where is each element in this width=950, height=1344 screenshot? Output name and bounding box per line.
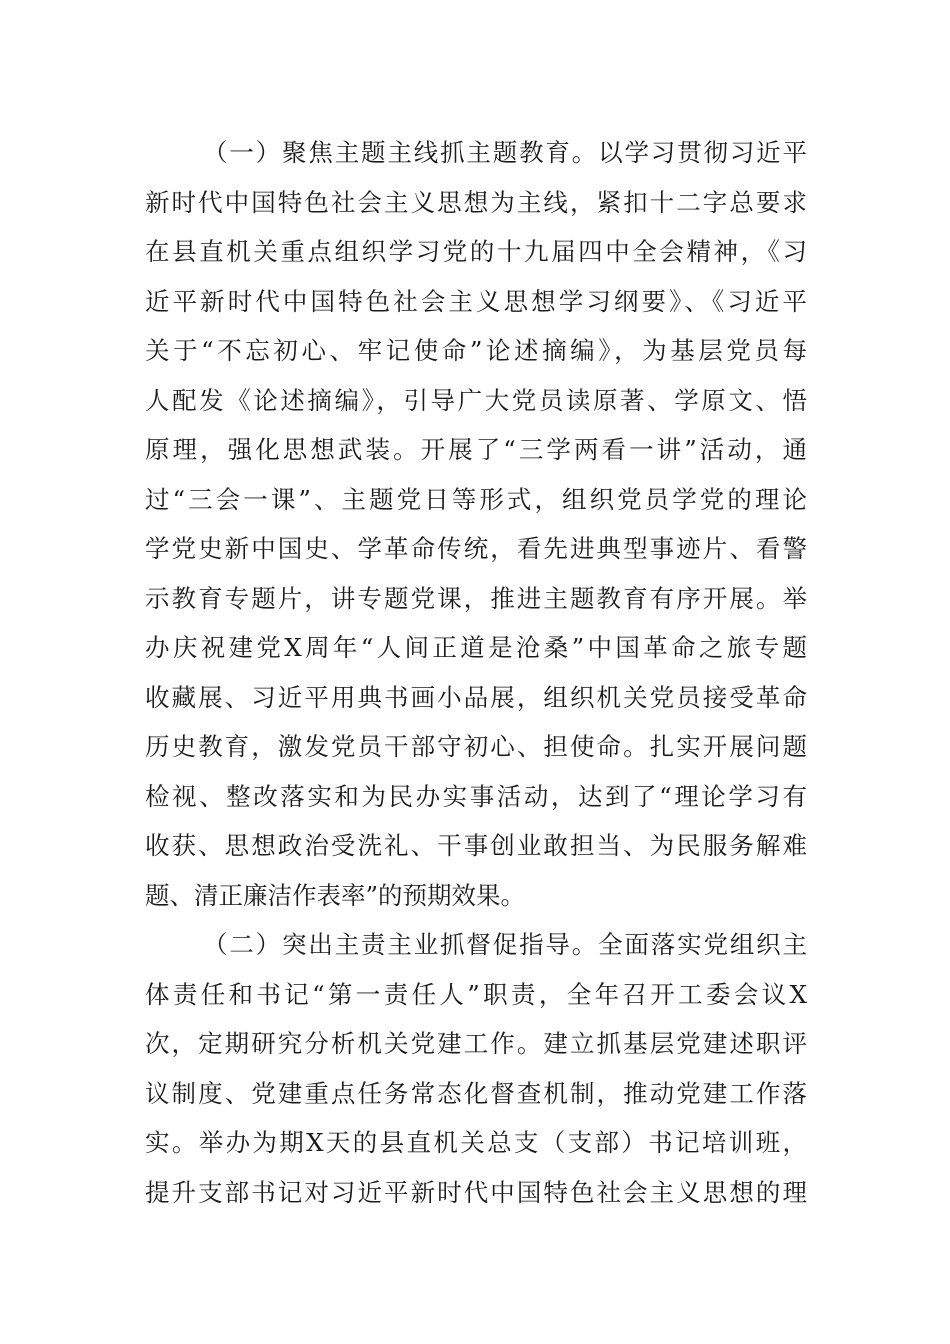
text-line: （一）聚焦主题主线抓主题教育。以学习贯彻习近平: [203, 138, 807, 167]
text-line: 关于“不忘初心、牢记使命”论述摘编》，为基层党员每: [145, 336, 807, 365]
text-line: 收藏展、习近平用典书画小品展，组织机关党员接受革命: [145, 682, 807, 712]
text-line: 议制度、党建重点任务常态化督查机制，推动党建工作落: [145, 1078, 807, 1108]
text-line: 题、清正廉洁作表率”的预期效果。: [145, 880, 526, 910]
text-line: 办庆祝建党X周年“人间正道是沧桑”中国革命之旅专题: [145, 633, 807, 662]
text-line: 历史教育，激发党员干部守初心、担使命。扎实开展问题: [145, 732, 807, 761]
paragraph-1: [145, 128, 807, 920]
document-body: [145, 128, 807, 1217]
paragraph-2: [145, 920, 807, 1217]
text-line: 学党史新中国史、学革命传统，看先进典型事迹片、看警: [145, 534, 807, 563]
text-line: 实。举办为期X天的县直机关总支（支部）书记培训班，: [145, 1128, 807, 1157]
text-line: 体责任和书记“第一责任人”职责，全年召开工委会议X: [145, 979, 807, 1009]
text-line: 过“三会一课”、主题党日等形式，组织党员学党的理论: [145, 484, 807, 514]
text-line: 提升支部书记对习近平新时代中国特色社会主义思想的理: [145, 1177, 807, 1207]
text-line: 检视、整改落实和为民办实事活动，达到了“理论学习有: [145, 781, 807, 811]
text-line: 收获、思想政治受洗礼、干事创业敢担当、为民服务解难: [145, 831, 807, 860]
text-line: 近平新时代中国特色社会主义思想学习纲要》、《习近平: [145, 286, 807, 316]
text-line: 原理，强化思想武装。开展了“三学两看一讲”活动，通: [145, 435, 807, 464]
text-line: 次，定期研究分析机关党建工作。建立抓基层党建述职评: [145, 1029, 807, 1058]
text-line: （二）突出主责主业抓督促指导。全面落实党组织主: [203, 930, 807, 959]
text-line: 示教育专题片，讲专题党课，推进主题教育有序开展。举: [145, 583, 807, 613]
text-line: 在县直机关重点组织学习党的十九届四中全会精神，《习: [145, 237, 807, 266]
text-line: 人配发《论述摘编》，引导广大党员读原著、学原文、悟: [145, 385, 807, 415]
text-line: 新时代中国特色社会主义思想为主线，紧扣十二字总要求: [145, 187, 807, 217]
